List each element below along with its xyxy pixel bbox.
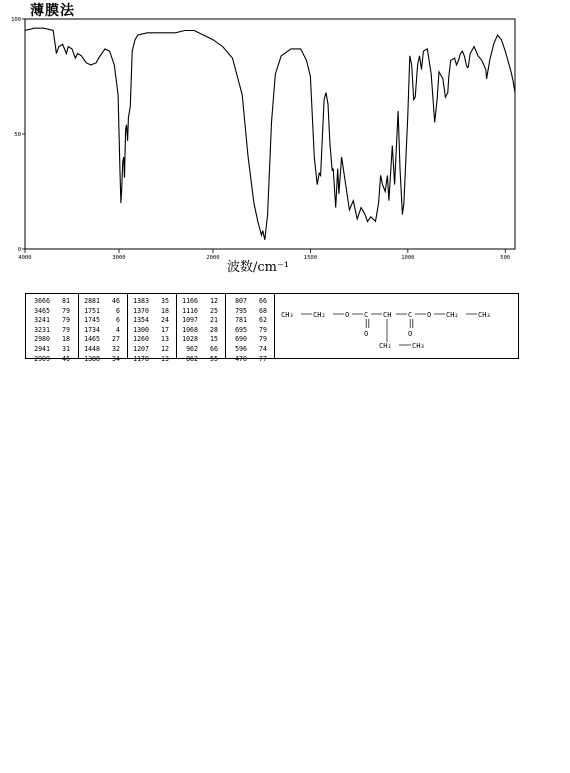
peak-wavenumber: 1028 (182, 335, 198, 344)
peak-row (181, 326, 218, 336)
peak-transmittance: 4 (116, 325, 120, 334)
peak-transmittance: 12 (161, 344, 169, 353)
formula-o-ester-left: O (345, 311, 350, 319)
peak-wavenumber: 1178 (133, 354, 149, 363)
peak-row (230, 307, 267, 317)
peak-transmittance: 13 (161, 354, 169, 363)
formula-branch-ch2: CH₂ (379, 342, 392, 350)
peak-row (132, 345, 169, 355)
peak-wavenumber: 1097 (182, 316, 198, 325)
peak-row (33, 316, 70, 326)
peak-wavenumber: 807 (235, 297, 247, 305)
peak-row (83, 355, 120, 365)
peak-column (181, 297, 218, 364)
peak-wavenumber: 1383 (133, 297, 149, 305)
peak-transmittance: 62 (259, 316, 267, 325)
peak-transmittance: 34 (112, 354, 120, 363)
peak-wavenumber: 1370 (133, 306, 149, 315)
peak-row (33, 307, 70, 317)
peak-transmittance: 46 (62, 354, 70, 363)
peak-row (132, 316, 169, 326)
peak-row (132, 355, 169, 365)
peak-row (83, 345, 120, 355)
formula-c-carbonyl-right: C (408, 311, 413, 319)
peak-row (181, 316, 218, 326)
formula-branch-ch3: CH₃ (412, 342, 425, 350)
peak-wavenumber: 1745 (84, 316, 100, 325)
peak-wavenumber: 596 (235, 344, 247, 353)
peak-wavenumber: 3465 (34, 306, 50, 315)
peak-transmittance: 13 (161, 335, 169, 344)
peak-row (181, 345, 218, 355)
peak-row (33, 326, 70, 336)
column-divider (78, 294, 79, 358)
peak-transmittance: 46 (112, 297, 120, 305)
peak-row (181, 307, 218, 317)
peak-row (132, 335, 169, 345)
x-tick-label: 1500 (303, 255, 318, 261)
peak-wavenumber: 2980 (34, 335, 50, 344)
y-axis-ticks (11, 17, 25, 253)
peak-wavenumber: 1751 (84, 306, 100, 315)
peak-row (230, 326, 267, 336)
peak-transmittance: 28 (210, 325, 218, 334)
peak-wavenumber: 862 (186, 354, 198, 363)
peak-transmittance: 79 (259, 325, 267, 334)
formula-carbonyl-o-left: O (364, 330, 369, 338)
peak-row (33, 355, 70, 365)
peak-transmittance: 25 (210, 306, 218, 315)
peak-wavenumber: 3666 (34, 297, 50, 305)
formula-ch2-left: CH₂ (313, 311, 326, 319)
formula-c-carbonyl-left: C (364, 311, 369, 319)
peak-row (132, 297, 169, 307)
peak-wavenumber: 3241 (34, 316, 50, 325)
peak-row (181, 297, 218, 307)
peak-transmittance: 18 (161, 306, 169, 315)
formula-ch3-right: CH₃ (478, 311, 491, 319)
page-title: 薄膜法 (30, 3, 75, 19)
y-tick-label: 0 (17, 247, 21, 253)
peak-transmittance: 21 (210, 316, 218, 325)
peak-column (230, 297, 267, 364)
peak-transmittance: 79 (62, 316, 70, 325)
peak-wavenumber: 1260 (133, 335, 149, 344)
y-tick-label: 100 (11, 17, 21, 23)
peak-transmittance: 32 (112, 344, 120, 353)
peak-row (230, 355, 267, 365)
x-tick-label: 1000 (401, 255, 415, 261)
peak-column (132, 297, 169, 364)
peak-row (83, 335, 120, 345)
formula-carbonyl-o-right: O (408, 330, 413, 338)
peak-wavenumber: 1207 (133, 344, 149, 353)
peak-wavenumber: 2941 (34, 344, 50, 353)
peak-row (83, 297, 120, 307)
formula-ch2-right: CH₂ (446, 311, 459, 319)
y-tick-label: 50 (14, 132, 21, 138)
peak-wavenumber: 1734 (84, 325, 100, 334)
peak-transmittance: 79 (259, 335, 267, 344)
column-divider (176, 294, 177, 358)
peak-transmittance: 18 (62, 335, 70, 344)
peak-wavenumber: 695 (235, 325, 247, 334)
peak-row (33, 345, 70, 355)
peak-transmittance: 66 (210, 344, 218, 353)
peak-transmittance: 6 (116, 316, 120, 325)
peak-transmittance: 15 (210, 335, 218, 344)
peak-wavenumber: 1300 (133, 325, 149, 334)
peak-transmittance: 81 (62, 297, 70, 305)
peak-wavenumber: 1068 (182, 325, 198, 334)
peak-wavenumber: 795 (235, 306, 247, 315)
peak-wavenumber: 1116 (182, 306, 198, 315)
column-divider (225, 294, 226, 358)
ir-spectrum-chart (0, 0, 570, 285)
peak-transmittance: 55 (210, 354, 218, 363)
peak-wavenumber: 1465 (84, 335, 100, 344)
peak-transmittance: 17 (161, 325, 169, 334)
peak-transmittance: 74 (259, 344, 267, 353)
x-tick-label: 3000 (112, 255, 126, 261)
peak-transmittance: 79 (62, 325, 70, 334)
peak-wavenumber: 690 (235, 335, 247, 344)
peak-column (33, 297, 70, 364)
peak-wavenumber: 781 (235, 316, 247, 325)
peak-row (83, 316, 120, 326)
peak-wavenumber: 1166 (182, 297, 198, 305)
peak-transmittance: 77 (259, 354, 267, 363)
x-tick-label: 4000 (18, 255, 32, 261)
peak-transmittance: 24 (161, 316, 169, 325)
peak-row (83, 307, 120, 317)
peak-wavenumber: 1448 (84, 344, 100, 353)
peak-wavenumber: 962 (186, 344, 198, 353)
peak-row (230, 297, 267, 307)
peak-wavenumber: 2881 (84, 297, 100, 305)
peak-transmittance: 27 (112, 335, 120, 344)
peak-row (230, 335, 267, 345)
peak-row (230, 316, 267, 326)
peak-wavenumber: 2909 (34, 354, 50, 363)
peak-wavenumber: 470 (235, 354, 247, 363)
peak-wavenumber: 3231 (34, 325, 50, 334)
peak-transmittance: 6 (116, 306, 120, 315)
peak-transmittance: 31 (62, 344, 70, 353)
peak-table (25, 293, 519, 363)
formula-ch3-left: CH₃ (281, 311, 294, 319)
x-axis-label: 波数/cm⁻¹ (226, 260, 290, 275)
peak-row (181, 335, 218, 345)
peak-row (83, 326, 120, 336)
peak-transmittance: 79 (62, 306, 70, 315)
formula-o-ester-right: O (427, 311, 432, 319)
peak-row (230, 345, 267, 355)
peak-row (33, 335, 70, 345)
peak-transmittance: 35 (161, 297, 169, 305)
peak-transmittance: 12 (210, 297, 218, 305)
peak-row (132, 326, 169, 336)
x-tick-label: 2000 (206, 255, 220, 261)
peak-row (181, 355, 218, 365)
formula-ch-center: CH (383, 311, 392, 319)
peak-row (33, 297, 70, 307)
plot-frame (25, 19, 515, 249)
peak-transmittance: 68 (259, 306, 267, 315)
transmittance-trace (25, 28, 515, 240)
x-tick-label: 500 (500, 255, 511, 261)
peak-wavenumber: 1388 (84, 354, 100, 363)
peak-wavenumber: 1354 (133, 316, 149, 325)
peak-column (83, 297, 120, 364)
column-divider (127, 294, 128, 358)
peak-transmittance: 66 (259, 297, 267, 305)
structural-formula (275, 294, 520, 358)
peak-row (132, 307, 169, 317)
